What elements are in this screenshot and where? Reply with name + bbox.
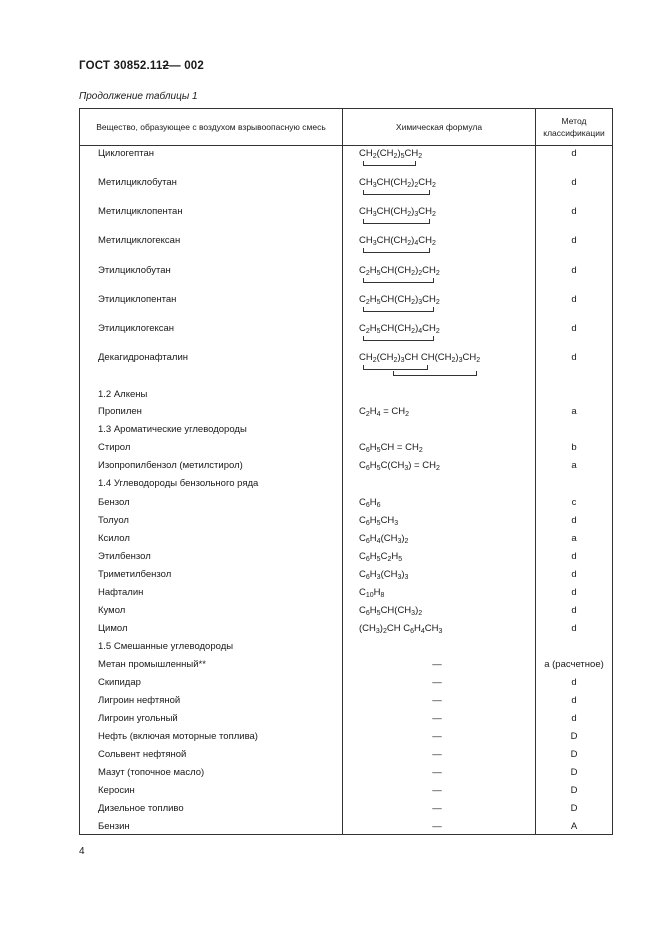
classification-table xyxy=(79,108,613,835)
table-row xyxy=(80,821,612,837)
table-row xyxy=(80,659,612,675)
substance-name: Метан промышленный** xyxy=(98,659,206,670)
chemical-formula: $C_6H_6$ xyxy=(359,497,381,509)
ring-bracket xyxy=(363,307,434,312)
substance-name: Ксилол xyxy=(98,533,130,544)
substance-name: Этилбензол xyxy=(98,551,151,562)
ring-bracket xyxy=(363,278,434,283)
chemical-formula: $CH_2(CH_2)_5CH_2$ xyxy=(359,148,423,160)
chemical-formula: $C_6H_4(CH_3)_2$ xyxy=(359,533,409,545)
table-row xyxy=(80,389,612,405)
header-suffix: — 002 xyxy=(169,60,204,72)
classification-method: a xyxy=(571,406,577,417)
table-row xyxy=(80,533,612,549)
table-row xyxy=(80,515,612,531)
substance-name: Стирол xyxy=(98,442,131,453)
table-row xyxy=(80,749,612,765)
substance-name: Метилциклопентан xyxy=(98,206,183,217)
table-row xyxy=(80,677,612,693)
substance-name: Нафталин xyxy=(98,587,144,598)
column-header-formula: Химическая формула xyxy=(395,122,483,132)
ring-bracket xyxy=(363,219,430,224)
table-continuation-caption: Продолжение таблицы 1 xyxy=(79,91,198,102)
header-prefix: ГОСТ 30852.11 xyxy=(79,60,163,72)
classification-method: a (расчетное) xyxy=(544,659,604,670)
substance-name: Кумол xyxy=(98,605,126,616)
table-row xyxy=(80,497,612,513)
substance-name: 1.5 Смешанные углеводороды xyxy=(98,641,234,652)
table-row xyxy=(80,148,612,164)
table-row xyxy=(80,767,612,783)
classification-method: d xyxy=(571,177,577,188)
ring-bracket xyxy=(363,248,430,253)
ring-bracket xyxy=(363,161,416,166)
chemical-formula: — xyxy=(432,803,442,814)
document-header xyxy=(79,60,204,72)
table-row xyxy=(80,424,612,440)
substance-name: Триметилбензол xyxy=(98,569,172,580)
chemical-formula: — xyxy=(432,731,442,742)
chemical-formula: $C_6H_5CH_3$ xyxy=(359,515,399,527)
table-row xyxy=(80,442,612,458)
classification-method: d xyxy=(571,235,577,246)
substance-name: Декагидронафталин xyxy=(98,352,189,363)
table-row xyxy=(80,569,612,585)
classification-method: d xyxy=(571,551,577,562)
ring-bracket xyxy=(393,371,477,376)
ring-bracket xyxy=(363,336,434,341)
chemical-formula: $C_6H_5CH = CH_2$ xyxy=(359,442,423,454)
substance-name: 1.3 Ароматические углеводороды xyxy=(98,424,247,435)
classification-method: d xyxy=(571,695,577,706)
classification-method: b xyxy=(571,442,577,453)
classification-method: d xyxy=(571,352,577,363)
substance-name: Изопропилбензол (метилстирол) xyxy=(98,460,243,471)
substance-name: Бензол xyxy=(98,497,130,508)
chemical-formula: $(CH_3)_2CH$ $C_6H_4CH_3$ xyxy=(359,623,443,635)
chemical-formula: $C_{10}H_8$ xyxy=(359,587,385,599)
classification-method: d xyxy=(571,206,577,217)
chemical-formula: $C_6H_5CH(CH_3)_2$ xyxy=(359,605,423,617)
substance-name: Керосин xyxy=(98,785,135,796)
table-row xyxy=(80,605,612,621)
ring-bracket xyxy=(363,190,430,195)
substance-name: Лигроин угольный xyxy=(98,713,178,724)
chemical-formula: — xyxy=(432,695,442,706)
chemical-formula: $C_2H_5CH(CH_2)_4CH_2$ xyxy=(359,323,440,335)
classification-method: d xyxy=(571,569,577,580)
table-row xyxy=(80,551,612,567)
chemical-formula: $CH_3CH(CH_2)_3CH_2$ xyxy=(359,206,436,218)
substance-name: Этилциклобутан xyxy=(98,265,171,276)
substance-name: Цимол xyxy=(98,623,128,634)
chemical-formula: $CH_3CH(CH_2)_4CH_2$ xyxy=(359,235,436,247)
classification-method: D xyxy=(570,767,578,778)
ring-bracket xyxy=(363,365,428,370)
substance-name: Сольвент нефтяной xyxy=(98,749,187,760)
chemical-formula: $CH_2(CH_2)_3CH$ $CH(CH_2)_3CH_2$ xyxy=(359,352,481,364)
table-row xyxy=(80,478,612,494)
chemical-formula: $C_2H_4 = CH_2$ xyxy=(359,406,410,418)
classification-method: d xyxy=(571,713,577,724)
table-row xyxy=(80,265,612,281)
substance-name: 1.4 Углеводороды бензольного ряда xyxy=(98,478,259,489)
table-row xyxy=(80,695,612,711)
chemical-formula: — xyxy=(432,659,442,670)
substance-name: Метилциклобутан xyxy=(98,177,177,188)
chemical-formula: — xyxy=(432,677,442,688)
substance-name: Нефть (включая моторные топлива) xyxy=(98,731,258,742)
column-header-substance: Вещество, образующее с воздухом взрывоопасную смесь xyxy=(96,122,326,132)
table-row xyxy=(80,803,612,819)
table-row xyxy=(80,235,612,251)
table-row xyxy=(80,731,612,747)
classification-method: A xyxy=(570,821,578,832)
classification-method: a xyxy=(571,460,577,471)
chemical-formula: $C_6H_3(CH_3)_3$ xyxy=(359,569,409,581)
table-row xyxy=(80,623,612,639)
table-row xyxy=(80,206,612,222)
substance-name: Лигроин нефтяной xyxy=(98,695,181,706)
table-row xyxy=(80,352,612,368)
table-row xyxy=(80,713,612,729)
classification-method: D xyxy=(570,749,578,760)
substance-name: Этилциклопентан xyxy=(98,294,177,305)
table-row xyxy=(80,785,612,801)
table-row xyxy=(80,641,612,657)
chemical-formula: $C_2H_5CH(CH_2)_2CH_2$ xyxy=(359,265,440,277)
substance-name: Циклогептан xyxy=(98,148,154,159)
classification-method: d xyxy=(571,587,577,598)
classification-method: c xyxy=(571,497,577,508)
table-row xyxy=(80,460,612,476)
chemical-formula: $C_6H_5C_2H_5$ xyxy=(359,551,403,563)
header-struck-digit: 2 xyxy=(162,60,170,72)
classification-method: d xyxy=(571,623,577,634)
table-row xyxy=(80,323,612,339)
table-row xyxy=(80,294,612,310)
table-row xyxy=(80,406,612,422)
substance-name: Скипидар xyxy=(98,677,141,688)
classification-method: D xyxy=(570,785,578,796)
classification-method: d xyxy=(571,148,577,159)
substance-name: Дизельное топливо xyxy=(98,803,184,814)
classification-method: a xyxy=(571,533,577,544)
classification-method: d xyxy=(571,323,577,334)
chemical-formula: — xyxy=(432,713,442,724)
chemical-formula: — xyxy=(432,767,442,778)
classification-method: d xyxy=(571,265,577,276)
substance-name: Этилциклогексан xyxy=(98,323,175,334)
substance-name: 1.2 Алкены xyxy=(98,389,148,400)
substance-name: Пропилен xyxy=(98,406,142,417)
chemical-formula: — xyxy=(432,821,442,832)
substance-name: Мазут (топочное масло) xyxy=(98,767,205,778)
classification-method: d xyxy=(571,515,577,526)
column-header-method: Метод классификации xyxy=(543,116,605,138)
classification-method: d xyxy=(571,605,577,616)
classification-method: D xyxy=(570,803,578,814)
chemical-formula: $C_6H_5C(CH_3) = CH_2$ xyxy=(359,460,440,472)
table-row xyxy=(80,587,612,603)
table-row xyxy=(80,177,612,193)
substance-name: Бензин xyxy=(98,821,130,832)
chemical-formula: — xyxy=(432,785,442,796)
classification-method: D xyxy=(570,731,578,742)
classification-method: d xyxy=(571,677,577,688)
classification-method: d xyxy=(571,294,577,305)
chemical-formula: $C_2H_5CH(CH_2)_3CH_2$ xyxy=(359,294,440,306)
chemical-formula: $CH_3CH(CH_2)_2CH_2$ xyxy=(359,177,436,189)
substance-name: Метилциклогексан xyxy=(98,235,181,246)
page-number: 4 xyxy=(79,846,85,857)
substance-name: Толуол xyxy=(98,515,129,526)
chemical-formula: — xyxy=(432,749,442,760)
